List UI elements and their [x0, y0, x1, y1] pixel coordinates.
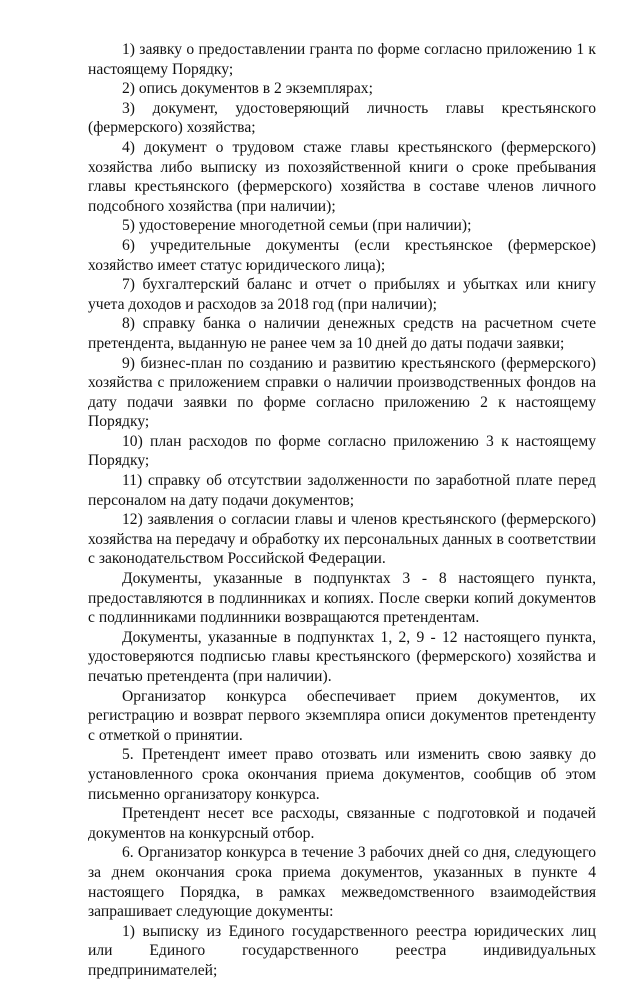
- list-item-salary-debt-certificate: 11) справку об отсутствии задолженности по заработной плате перед персоналом на дату подачи документов;: [88, 472, 596, 509]
- list-item-work-experience: 4) документ о трудовом стаже главы крестьянского (фермерского) хозяйства либо выписку из похозяйственной книги о сроке пребывания главы крестьянского (фермерского) хозяйства в составе членов личного подсобного хозяйства (при наличии);: [88, 138, 596, 215]
- list-item-application: 1) заявку о предоставлении гранта по форме согласно приложению 1 к настоящему Порядку;: [88, 41, 596, 78]
- list-item-identity-document: 3) документ, удостоверяющий личность главы крестьянского (фермерского) хозяйства;: [88, 99, 596, 137]
- paragraph-applicant-expenses: Претендент несет все расходы, связанные с подготовкой и подачей документов на конкурсный отбор.: [88, 805, 596, 842]
- list-item-inventory: 2) опись документов в 2 экземплярах;: [122, 80, 373, 98]
- list-item-large-family-certificate: 5) удостоверение многодетной семьи (при наличии);: [122, 217, 472, 235]
- paragraph-organizer-registration: Организатор конкурса обеспечивает прием документов, их регистрацию и возврат первого экземпляра описи документов претенденту с отметкой о принятии.: [88, 687, 596, 744]
- paragraph-signature-and-seal: Документы, указанные в подпунктах 1, 2, 9 - 12 настоящего пункта, удостоверяются подписью главы крестьянского (фермерского) хозяйства и печатью претендента (при наличии).: [88, 628, 596, 685]
- list-item-constituent-documents: 6) учредительные документы (если крестьянское (фермерское) хозяйство имеет статус юридического лица);: [88, 236, 596, 274]
- list-item-balance-sheet: 7) бухгалтерский баланс и отчет о прибылях и убытках или книгу учета доходов и расходов за 2018 год (при наличии);: [88, 276, 596, 313]
- list-item-personal-data-consent: 12) заявления о согласии главы и членов крестьянского (фермерского) хозяйства на передачу и обработку их персональных данных в соответствии с законодательством Российской Федерации.: [88, 511, 596, 568]
- list-item-expense-plan: 10) план расходов по форме согласно приложению 3 к настоящему Порядку;: [88, 432, 596, 470]
- list-item-bank-statement: 8) справку банка о наличии денежных средств на расчетном счете претендента, выданную не ранее чем за 10 дней до даты подачи заявки;: [88, 315, 596, 352]
- document-body: [88, 40, 596, 981]
- paragraph-originals-and-copies: Документы, указанные в подпунктах 3 - 8 настоящего пункта, предоставляются в подлинниках и копиях. После сверки копий документов с подлинниками подлинники возвращаются претендентам.: [88, 570, 596, 627]
- paragraph-withdraw-application: 5. Претендент имеет право отозвать или изменить свою заявку до установленного срока окончания приема документов, сообщив об этом письменно организатору конкурса.: [88, 746, 596, 803]
- list-item-business-plan: 9) бизнес-план по созданию и развитию крестьянского (фермерского) хозяйства с приложением справки о наличии производственных фондов на дату подачи заявки по форме согласно приложению 2 к настоящему Порядку;: [88, 354, 596, 431]
- list-item-registry-extract: 1) выписку из Единого государственного реестра юридических лиц или Единого государственного реестра индивидуальных предпринимателей;: [88, 922, 596, 979]
- paragraph-interagency-request: 6. Организатор конкурса в течение 3 рабочих дней со дня, следующего за днем окончания срока приема документов, указанных в пункте 4 настоящего Порядка, в рамках межведомственного взаимодействия запрашивает следующие документы:: [88, 844, 596, 921]
